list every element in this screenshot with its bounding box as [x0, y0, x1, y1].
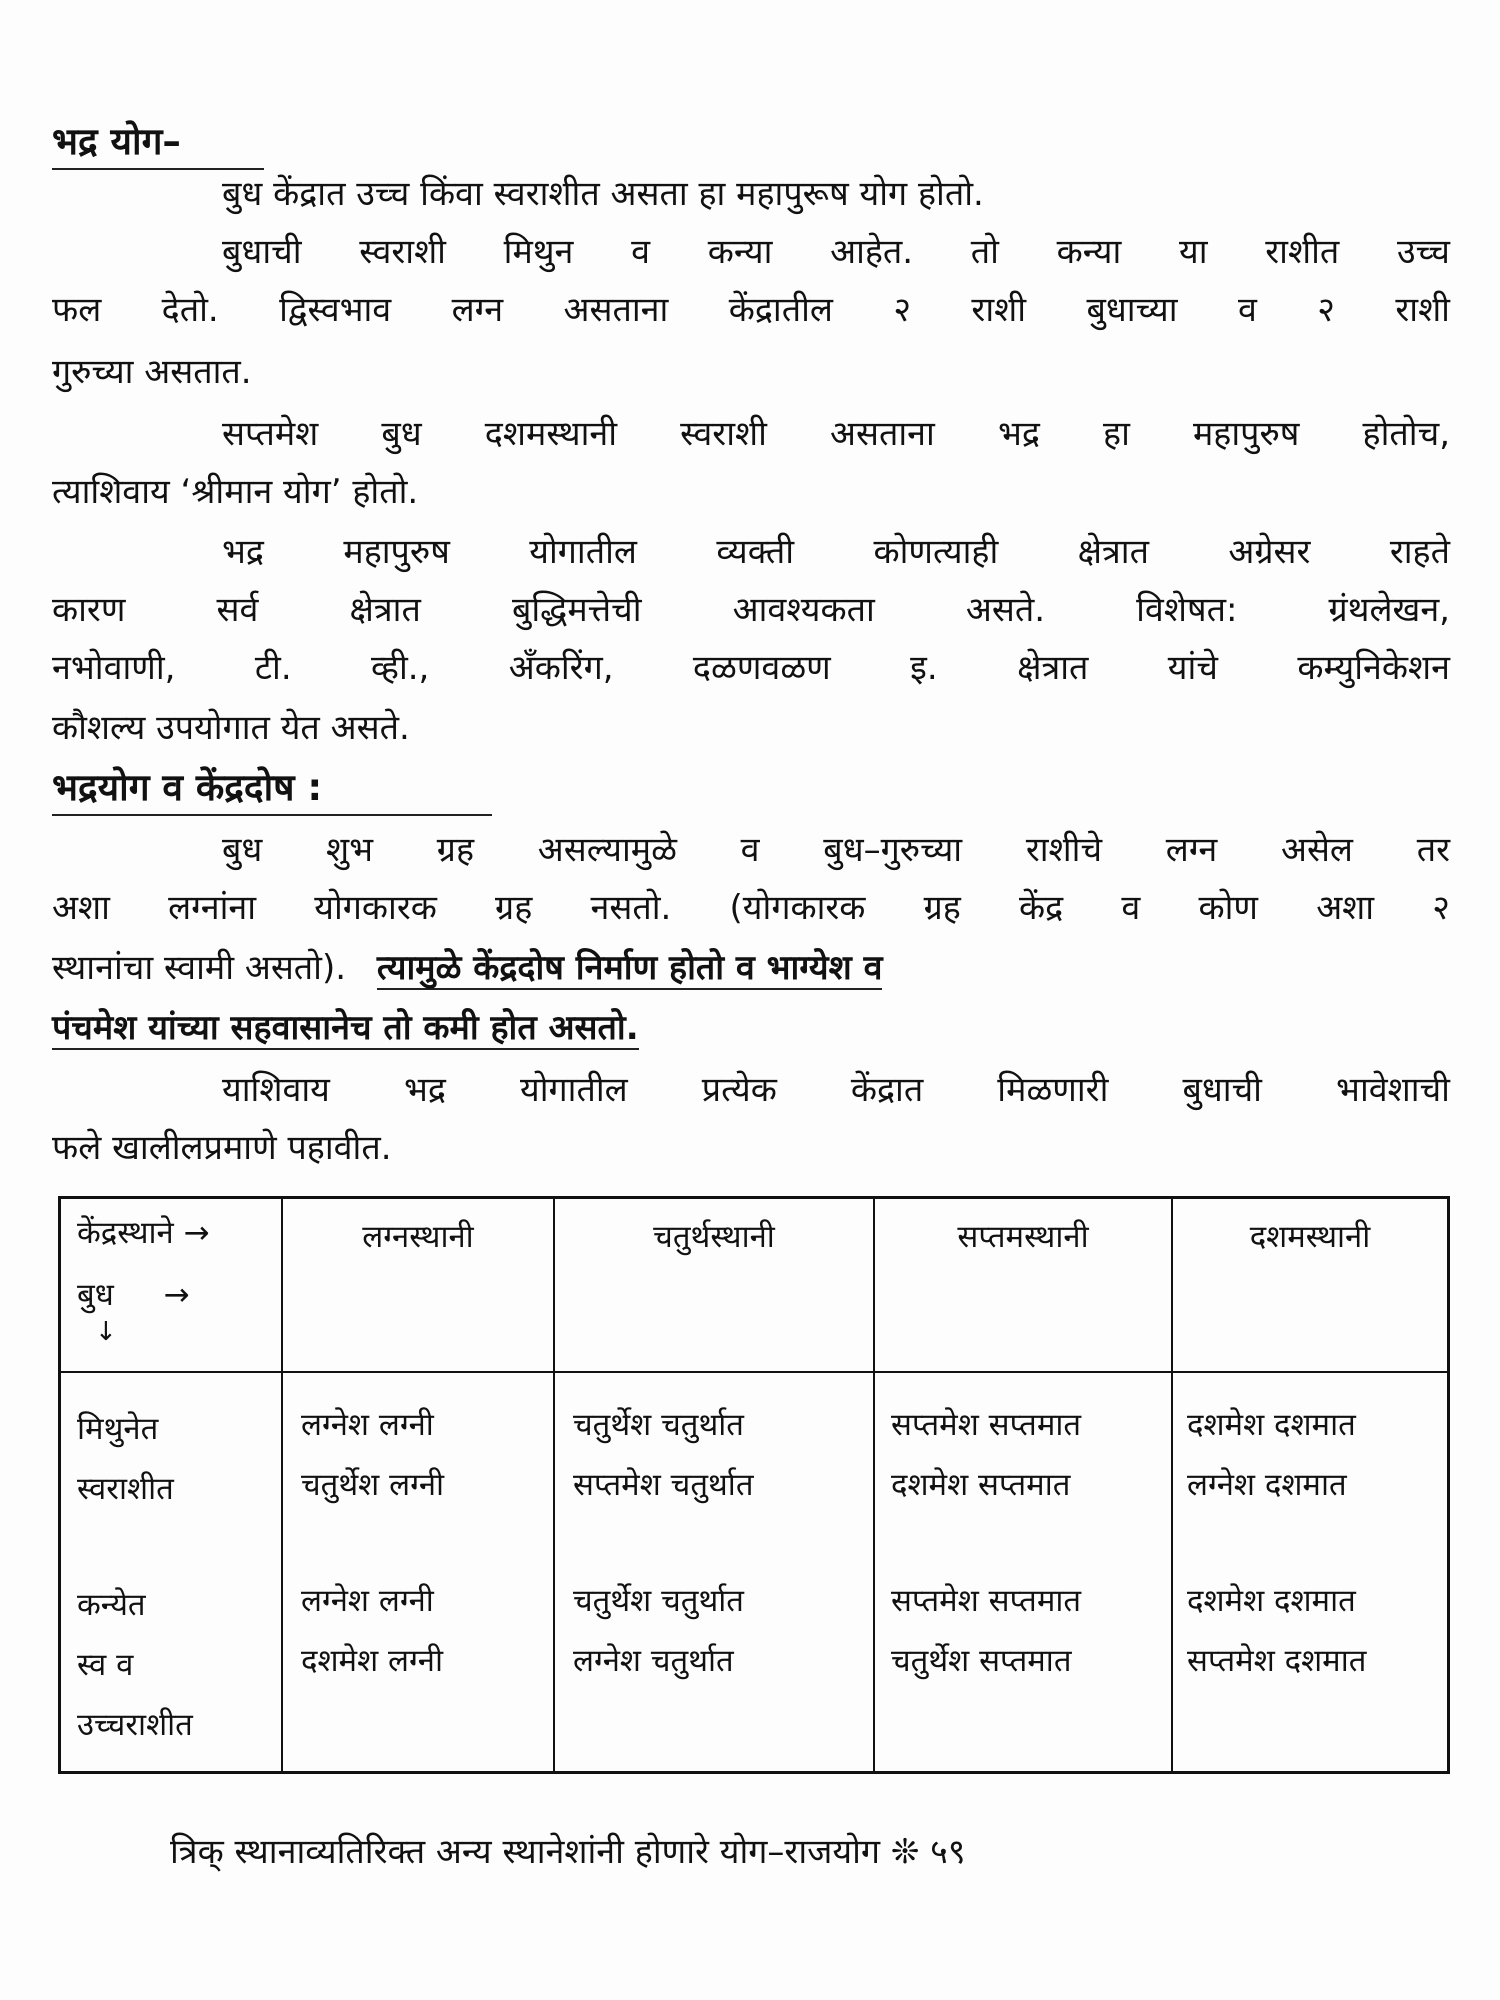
table-divider	[1171, 1199, 1173, 1771]
table-cell: लग्नेश लग्नी	[301, 1407, 434, 1443]
paragraph-line: भद्र महापुरुष योगातील व्यक्ती कोणत्याही क्षेत्रात अग्रेसर राहते	[222, 532, 1450, 572]
table-header-dasham: दशमस्थानी	[1249, 1219, 1371, 1255]
paragraph-line: कारण सर्व क्षेत्रात बुद्धिमत्तेची आवश्यकता असते. विशेषत: ग्रंथलेखन,	[52, 590, 1450, 630]
table-cell: दशमेश लग्नी	[301, 1643, 443, 1679]
table-cell: चतुर्थेश चतुर्थात	[573, 1407, 744, 1443]
table-corner-arrow: ↓	[95, 1317, 117, 1347]
row-label: स्व व	[77, 1647, 134, 1683]
section-heading-bhadra-yoga: भद्र योग–	[52, 120, 264, 170]
paragraph-line: त्याशिवाय ‘श्रीमान योग’ होतो.	[52, 472, 419, 512]
page-footer: त्रिक् स्थानाव्यतिरिक्त अन्य स्थानेशांनी होणारे योग–राजयोग ❊ ५९	[170, 1832, 966, 1872]
paragraph-line: बुध शुभ ग्रह असल्यामुळे व बुध–गुरुच्या राशीचे लग्न असेल तर	[222, 830, 1450, 870]
paragraph-text: स्थानांचा स्वामी असतो).	[52, 948, 347, 988]
table-header-saptam: सप्तमस्थानी	[957, 1219, 1089, 1255]
emphasized-text: त्यामुळे केंद्रदोष निर्माण होतो व भाग्येश व	[376, 948, 883, 988]
paragraph-line: गुरुच्या असतात.	[52, 352, 252, 392]
table-cell: दशमेश दशमात	[1187, 1583, 1356, 1619]
table-cell: चतुर्थेश लग्नी	[301, 1467, 445, 1503]
table-cell: सप्तमेश सप्तमात	[891, 1583, 1082, 1619]
table-header-chaturth: चतुर्थस्थानी	[653, 1219, 775, 1255]
budh-kendra-table	[58, 1196, 1450, 1774]
paragraph-line: फल देतो. द्विस्वभाव लग्न असताना केंद्रातील २ राशी बुधाच्या व २ राशी	[52, 290, 1450, 330]
paragraph-line: नभोवाणी, टी. व्ही., अँकरिंग, दळणवळण इ. क्षेत्रात यांचे कम्युनिकेशन	[52, 648, 1450, 688]
table-corner-label: केंद्रस्थाने →	[77, 1215, 210, 1251]
paragraph-line	[52, 1006, 639, 1050]
emphasized-text: पंचमेश यांच्या सहवासानेच तो कमी होत असतो.	[52, 1008, 639, 1048]
paragraph-line: बुध केंद्रात उच्च किंवा स्वराशीत असता हा महापुरूष योग होतो.	[222, 174, 984, 214]
table-cell: लग्नेश चतुर्थात	[573, 1643, 734, 1679]
table-cell: लग्नेश लग्नी	[301, 1583, 434, 1619]
table-cell: सप्तमेश चतुर्थात	[573, 1467, 754, 1503]
table-cell: दशमेश दशमात	[1187, 1407, 1356, 1443]
table-cell: सप्तमेश दशमात	[1187, 1643, 1367, 1679]
paragraph-line: सप्तमेश बुध दशमस्थानी स्वराशी असताना भद्र हा महापुरुष होतोच,	[222, 414, 1450, 454]
table-divider	[553, 1199, 555, 1771]
table-divider	[61, 1371, 1447, 1373]
paragraph-line	[52, 946, 1450, 990]
row-label: उच्चराशीत	[77, 1707, 193, 1743]
table-cell: दशमेश सप्तमात	[891, 1467, 1071, 1503]
row-label: मिथुनेत	[77, 1411, 159, 1447]
row-label: स्वराशीत	[77, 1471, 174, 1507]
section-heading-kendradosh: भद्रयोग व केंद्रदोष :	[52, 766, 492, 816]
paragraph-line: याशिवाय भद्र योगातील प्रत्येक केंद्रात मिळणारी बुधाची भावेशाची	[222, 1070, 1450, 1110]
table-cell: चतुर्थेश चतुर्थात	[573, 1583, 744, 1619]
row-label: कन्येत	[77, 1587, 146, 1623]
table-corner-label: बुध →	[77, 1277, 190, 1313]
table-cell: सप्तमेश सप्तमात	[891, 1407, 1082, 1443]
table-divider	[873, 1199, 875, 1771]
paragraph-line: अशा लग्नांना योगकारक ग्रह नसतो. (योगकारक ग्रह केंद्र व कोण अशा २	[52, 888, 1450, 928]
paragraph-line: कौशल्य उपयोगात येत असते.	[52, 708, 410, 748]
paragraph-line: फले खालीलप्रमाणे पहावीत.	[52, 1128, 392, 1168]
table-cell: लग्नेश दशमात	[1187, 1467, 1347, 1503]
table-divider	[281, 1199, 283, 1771]
table-cell: चतुर्थेश सप्तमात	[891, 1643, 1072, 1679]
paragraph-line: बुधाची स्वराशी मिथुन व कन्या आहेत. तो कन्या या राशीत उच्च	[222, 232, 1450, 272]
table-header-lagna: लग्नस्थानी	[362, 1219, 474, 1255]
